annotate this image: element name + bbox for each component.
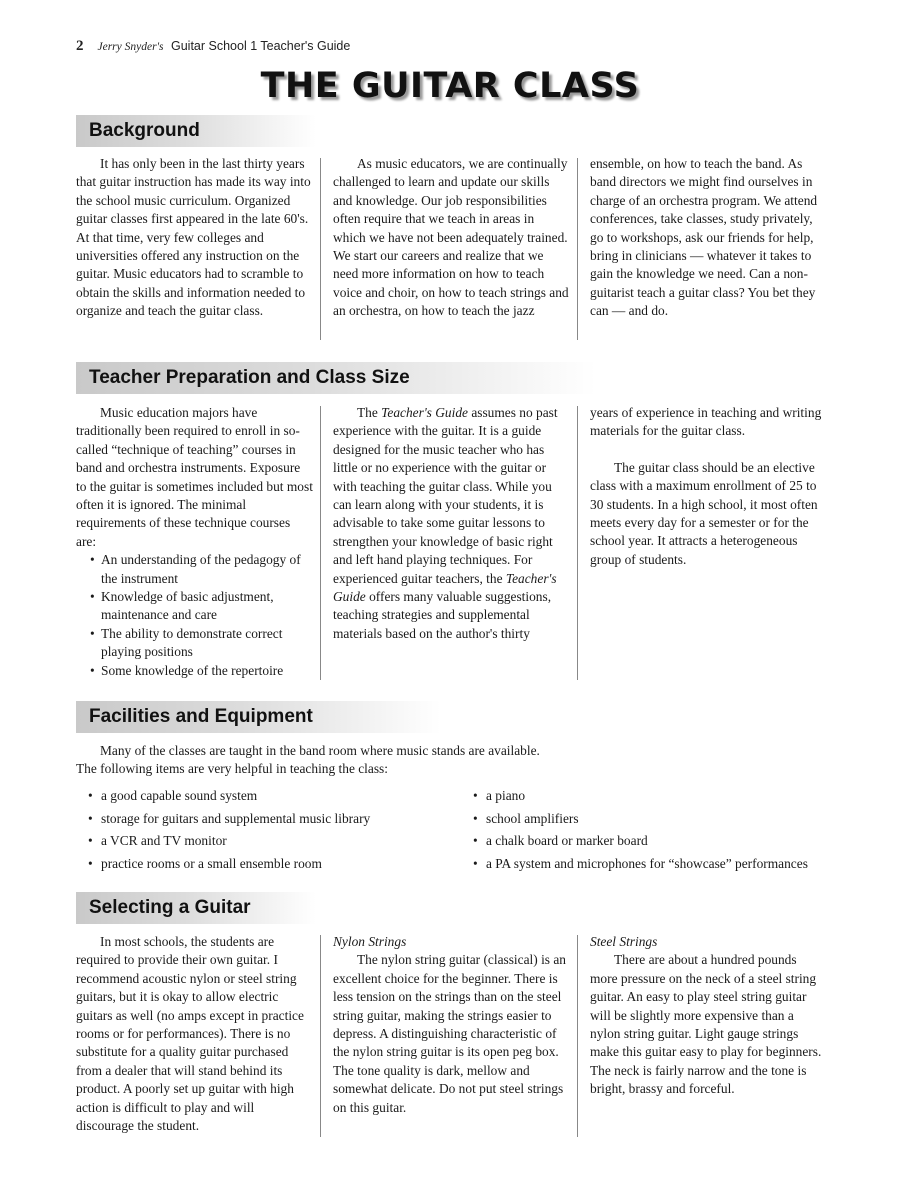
subheading-nylon-strings: Nylon Strings <box>333 934 407 949</box>
book-title-emphasis: Teacher's Guide <box>381 405 468 420</box>
selecting-paragraph: In most schools, the students are required to provide their own guitar. I recommend acoustic nylon or steel string guitars, but it is okay to allow electric guitars as well (no amps except in practice rooms or for performances). There is no substitute for a quality guitar purchased from a dealer that will stand behind its product. A poorly set up guitar with high action is difficult to play and will discourage the student. <box>76 934 304 1134</box>
section-heading-background: Background <box>89 120 200 141</box>
class-size-paragraph: The guitar class should be an elective class with a maximum enrollment of 25 to 30 students. In a high school, it most often meets every day for a semester or for the school year. It attracts a heterogeneous group of students. <box>590 459 818 567</box>
list-item: • a chalk board or marker board <box>473 830 808 853</box>
column-divider <box>320 158 321 340</box>
steel-strings-paragraph: There are about a hundred pounds more pressure on the neck of a steel string guitar. An easy to play steel string guitar will be slightly more expensive than a nylon string guitar. Light gauge strings make this guitar easy to play for beginners. The neck is fairly narrow and the tone is bright, brassy and forceful. <box>590 952 822 1097</box>
book-title-emphasis: Teacher's Guide <box>333 570 557 605</box>
list-item: • a piano <box>473 785 808 808</box>
background-column-2 <box>333 155 570 321</box>
column-divider <box>320 935 321 1137</box>
page-number: 2 <box>76 38 84 54</box>
teacher-prep-paragraph-continued: years of experience in teaching and writing materials for the guitar class. <box>590 405 822 439</box>
teacher-prep-column-2 <box>333 404 570 643</box>
subheading-steel-strings: Steel Strings <box>590 934 658 949</box>
column-divider <box>577 158 578 340</box>
selecting-column-3 <box>590 933 827 1099</box>
nylon-strings-paragraph: The nylon string guitar (classical) is an excellent choice for the beginner. There is less tension on the strings than on the steel string guitar, making the strings easier to depress. A distinguishing characteristic of the nylon string guitar is its open peg box. The tone quality is dark, mellow and somewhat delicate. Do not put steel strings on this guitar. <box>333 952 566 1115</box>
teacher-prep-column-1 <box>76 404 313 680</box>
list-item: • Knowledge of basic adjustment, maintenance and care <box>76 588 313 625</box>
teacher-prep-intro: Music education majors have traditionally been required to enroll in so-called “technique of teaching” courses in band and orchestra instruments. Exposure to the guitar is sometimes included but most often it is ignored. The minimal requirements of these technique courses are: <box>76 405 313 549</box>
section-bar-teacher-preparation <box>76 362 596 394</box>
list-item: • a good capable sound system <box>88 785 370 808</box>
section-bar-facilities <box>76 701 441 733</box>
teacher-guide-paragraph: The Teacher's Guide assumes no past experience with the guitar. It is a guide designed for the music teacher who has little or no experience with the guitar or with teaching the guitar class. While you can learn along with your students, it is advisable to take some guitar lessons to strengthen your knowledge of basic right and left hand playing techniques. For experienced guitar teachers, the Teacher's Guide offers many valuable suggestions, teaching strategies and supplemental materials based on the author's thirty <box>333 405 558 641</box>
section-heading-teacher-preparation: Teacher Preparation and Class Size <box>89 367 410 388</box>
section-bar-selecting-guitar <box>76 892 316 924</box>
column-divider <box>577 406 578 680</box>
book-title: Guitar School 1 Teacher's Guide <box>171 39 351 53</box>
column-divider <box>577 935 578 1137</box>
running-header <box>76 38 350 55</box>
technique-requirements-list <box>76 551 313 680</box>
list-item: • a PA system and microphones for “showcase” performances <box>473 853 808 876</box>
equipment-list-right <box>473 785 808 875</box>
column-divider <box>320 406 321 680</box>
background-paragraph-1: It has only been in the last thirty years that guitar instruction has made its way into the school music curriculum. Organized guitar classes first appeared in the late 60's. At that time, very few colleges and universities offered any instruction on the guitar. Music educators had to scramble to obtain the skills and information needed to organize and teach the guitar class. <box>76 156 311 319</box>
background-column-1 <box>76 155 313 321</box>
section-bar-background <box>76 115 316 147</box>
list-item: • practice rooms or a small ensemble room <box>88 853 370 876</box>
list-item: • a VCR and TV monitor <box>88 830 370 853</box>
section-heading-selecting-guitar: Selecting a Guitar <box>89 897 251 918</box>
teacher-prep-column-3 <box>590 404 827 569</box>
selecting-column-2 <box>333 933 570 1117</box>
background-paragraph-2: As music educators, we are continually challenged to learn and update our skills and knowledge. Our job responsibilities often require that we teach in areas in which we have not been adequately trained. We start our careers and realize that we need more information on how to teach voice and choir, on how to teach strings and an orchestra, on how to teach the jazz <box>333 156 569 319</box>
list-item: • storage for guitars and supplemental music library <box>88 808 370 831</box>
author-name: Jerry Snyder's <box>97 41 164 53</box>
list-item: • An understanding of the pedagogy of the instrument <box>76 551 313 588</box>
background-paragraph-3: ensemble, on how to teach the band. As band directors we might find ourselves in charge of an orchestra program. We attend conferences, take classes, study privately, go to workshops, ask our friends for help, bring in clinicians — whatever it takes to gain the knowledge we need. Can a non-guitarist teach a guitar class? You bet they can — and do. <box>590 156 818 319</box>
selecting-column-1 <box>76 933 313 1135</box>
equipment-list-left <box>88 785 370 875</box>
section-heading-facilities: Facilities and Equipment <box>89 706 313 727</box>
page-title: THE GUITAR CLASS <box>260 66 640 106</box>
list-item: • The ability to demonstrate correct playing positions <box>76 625 313 662</box>
list-item: • school amplifiers <box>473 808 808 831</box>
facilities-intro: Many of the classes are taught in the band room where music stands are available. The following items are very helpful in teaching the class: <box>76 743 540 777</box>
list-item: • Some knowledge of the repertoire <box>76 662 313 680</box>
background-column-3 <box>590 155 827 321</box>
